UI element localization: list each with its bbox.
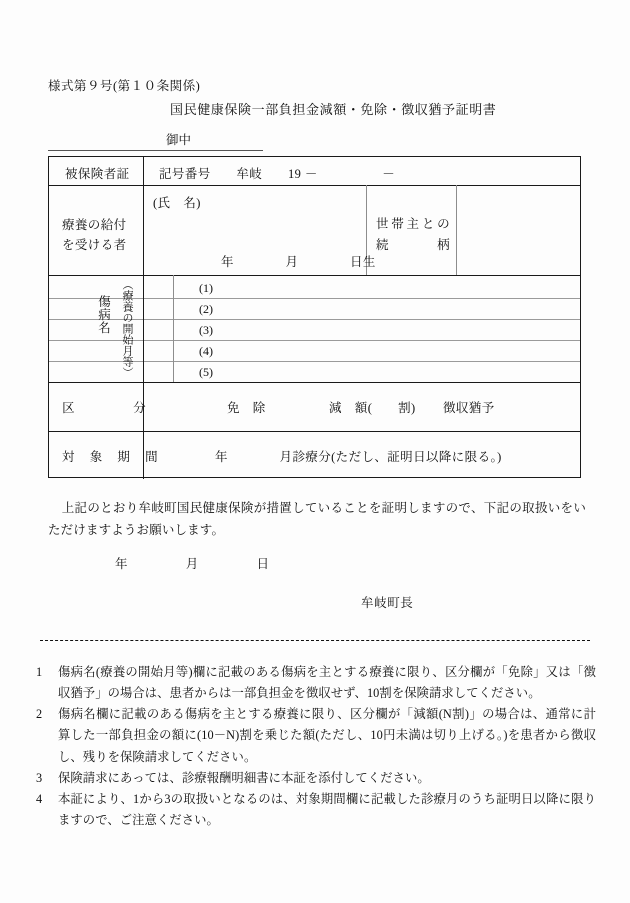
certification-statement: 上記のとおり牟岐町国民健康保険が措置していることを証明しますので、下記の取扱いをいただけますようお願いします。 — [48, 501, 586, 537]
disease-vertical-sublabel: （療養の開始月等） — [121, 279, 133, 378]
addressee-blank-line[interactable] — [48, 131, 263, 151]
disease-row-number: (1) — [199, 281, 213, 295]
col-divider-disease-label — [143, 275, 144, 382]
col-divider-disease-number — [173, 275, 174, 382]
issuer-name: 牟岐町長 — [361, 596, 414, 610]
note-item — [36, 789, 596, 831]
insurance-card-label: 被保険者証 — [65, 167, 130, 181]
disease-row-number: (2) — [199, 302, 213, 316]
dashed-separator — [40, 640, 590, 641]
recipient-birthdate-line[interactable]: 年 月 日生 — [221, 255, 376, 269]
insurance-card-value[interactable]: 記号番号 牟岐 19 － － — [159, 167, 396, 181]
note-marker: 3 — [36, 770, 43, 785]
recipient-label-line1: 療養の給付 — [62, 218, 127, 232]
target-period-value[interactable]: 年 月診療分(ただし、証明日以降に限る。) — [215, 450, 502, 464]
issue-date-day[interactable]: 日 — [256, 557, 270, 571]
classification-label: 区分 — [62, 401, 146, 415]
target-period-label: 対象期間 — [62, 450, 158, 464]
issue-date-fields[interactable] — [115, 554, 269, 572]
classification-option-deferral[interactable]: 徴収猶予 — [443, 401, 495, 415]
note-text: 保険請求にあっては、診療報酬明細書に本証を添付してください。 — [58, 770, 430, 785]
recipient-label-line2: を受ける者 — [62, 238, 127, 252]
row-divider-insurance — [49, 185, 580, 186]
household-relation-label-line2: 続 柄 — [376, 238, 450, 252]
note-text: 傷病名(療養の開始月等)欄に記載のある傷病を主とする療養に限り、区分欄が「免除」又は「徴収猶予」の場合は、患者からは一部負担金を徴収せず、10割を保険請求してください。 — [58, 665, 596, 701]
form-number: 様式第９号(第１０条関係) — [48, 79, 201, 93]
issue-date-year[interactable]: 年 — [115, 557, 128, 571]
note-marker: 1 — [36, 665, 43, 679]
classification-option-reduction[interactable]: 減 額( 割) — [329, 401, 416, 415]
note-item — [36, 768, 596, 789]
note-marker: 2 — [36, 707, 43, 722]
document-title: 国民健康保険一部負担金減額・免除・徴収猶予証明書 — [170, 102, 497, 117]
row-divider-disease — [49, 382, 580, 383]
note-text: 本証により、1から3の取扱いとなるのは、対象期間欄に記載した診療月のうち証明日以降に限りますので、ご注意ください。 — [58, 791, 596, 827]
recipient-name-label: (氏 名) — [153, 196, 201, 210]
disease-row-number: (5) — [199, 365, 213, 379]
issue-date-month[interactable]: 月 — [185, 557, 199, 571]
note-text: 傷病名欄に記載のある傷病を主とする療養に限り、区分欄が「減額(N割)」の場合は、通常に計算した一部負担金の額に(10－N)割を乗じた額(ただし、10円未満は切り上げる。)を患者から徴収し、残りを保険請求してください。 — [58, 707, 596, 764]
notes-list — [36, 662, 596, 831]
col-divider-recipient — [143, 185, 144, 275]
row-divider-recipient — [49, 275, 580, 276]
col-divider-household-right — [456, 185, 457, 275]
disease-row-number: (3) — [199, 323, 213, 337]
col-divider-insurance — [143, 157, 144, 185]
classification-option-exempt[interactable]: 免 除 — [227, 401, 266, 415]
note-item — [36, 662, 596, 704]
household-relation-label-line1: 世帯主との — [376, 217, 450, 231]
certificate-table — [48, 156, 581, 478]
note-item — [36, 704, 596, 767]
addressee-suffix: 御中 — [166, 133, 192, 147]
disease-row-number: (4) — [199, 344, 213, 358]
row-divider-classification — [49, 431, 580, 432]
note-marker: 4 — [36, 791, 43, 806]
disease-vertical-label: 傷病名 — [96, 295, 111, 334]
